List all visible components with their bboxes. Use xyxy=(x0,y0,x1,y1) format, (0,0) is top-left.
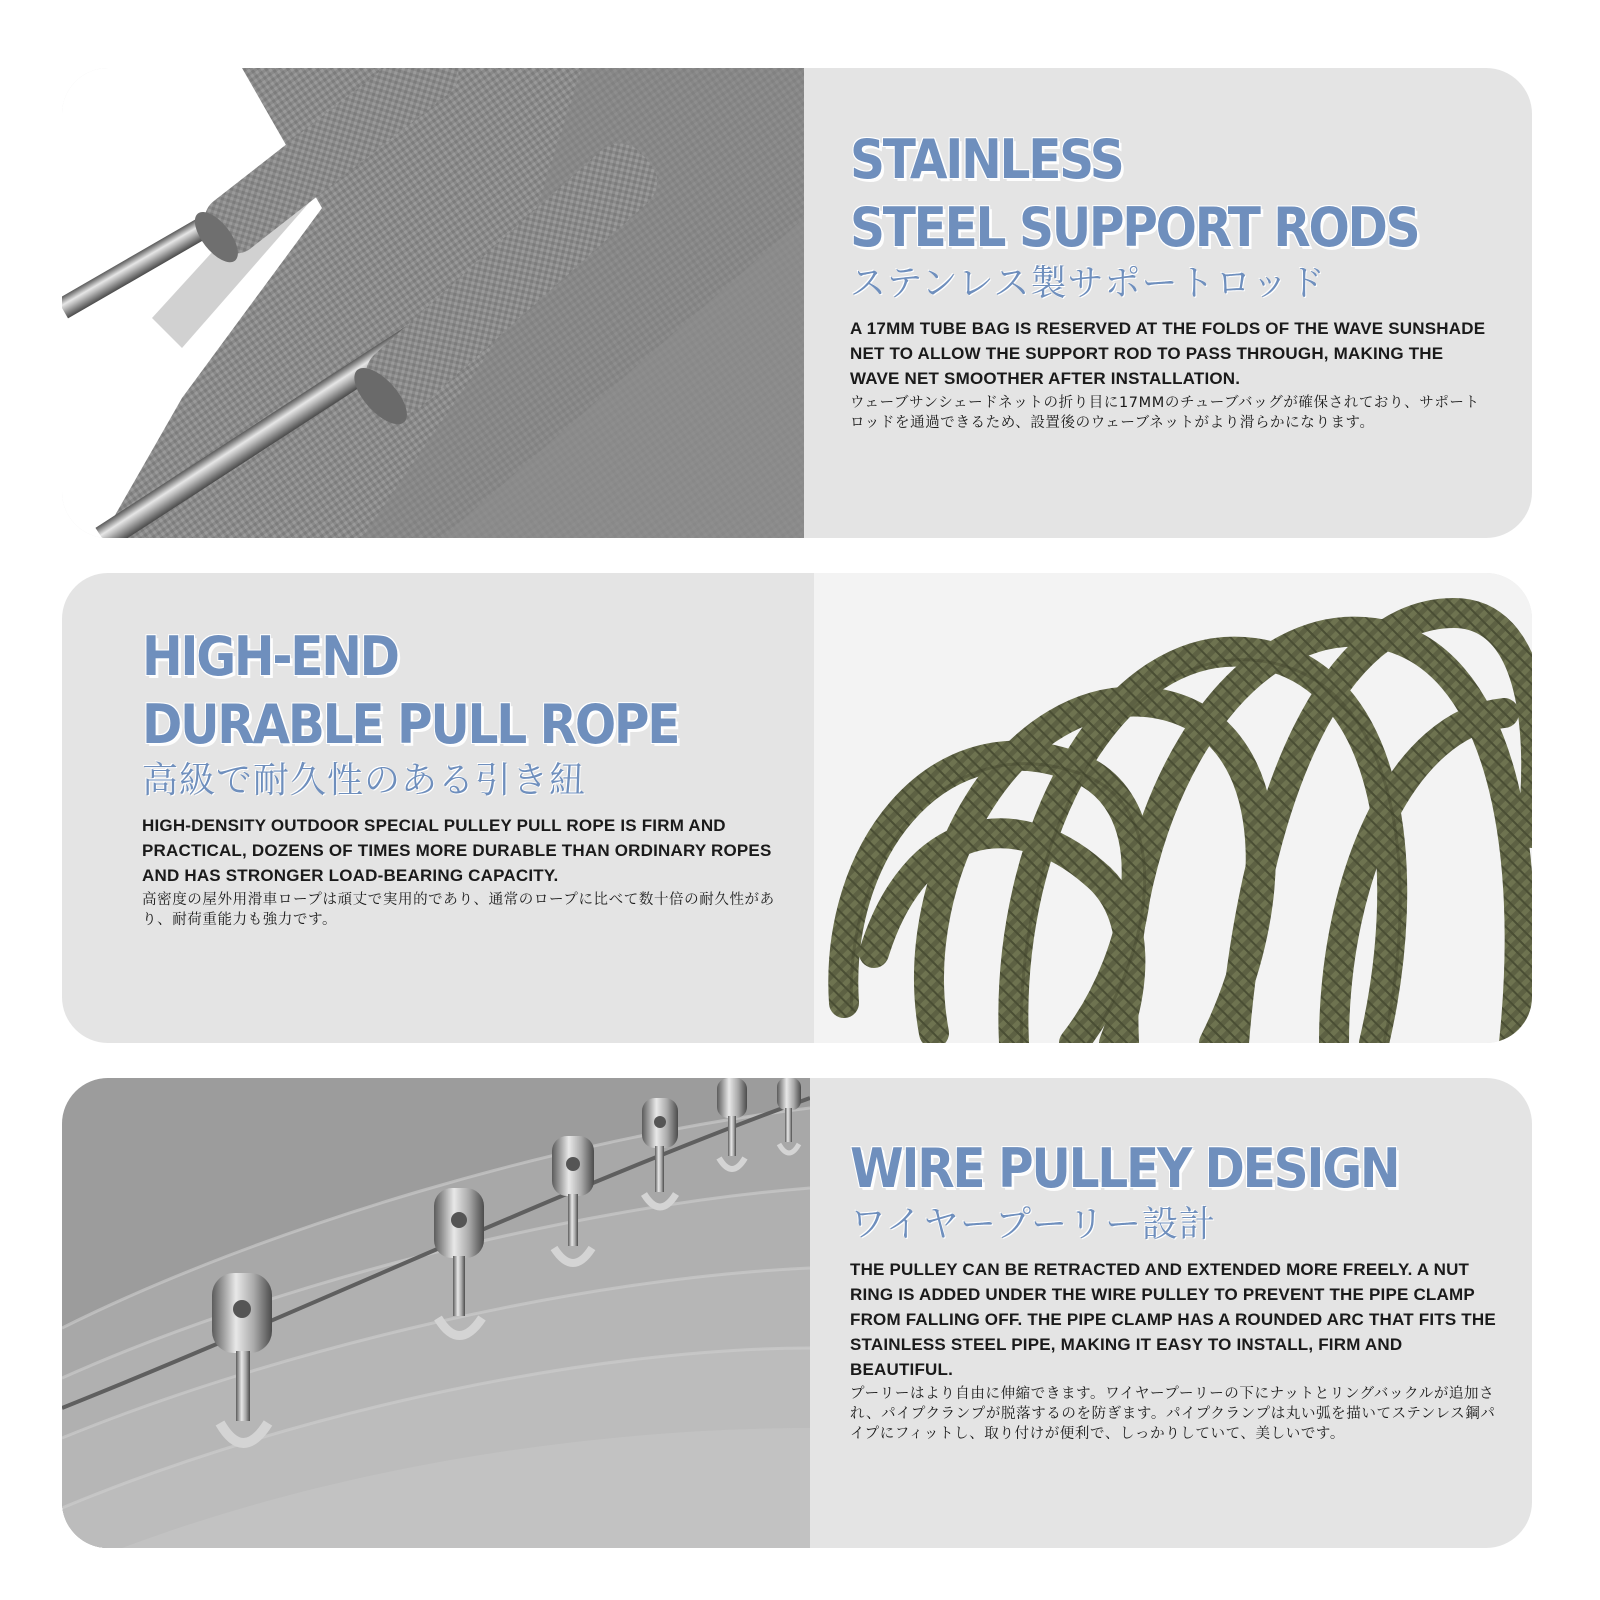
wire-pulley-illustration xyxy=(62,1078,810,1548)
wire-pulley-jp-title: ワイヤープーリー設計 xyxy=(850,1204,1217,1245)
pull-rope-text xyxy=(142,573,782,930)
support-rods-headline: STAINLESS STEEL SUPPORT RODS xyxy=(850,128,1419,259)
pull-rope-description-en: HIGH-DENSITY OUTDOOR SPECIAL PULLEY PULL ROPE IS FIRM AND PRACTICAL, DOZENS OF TIMES MORE DURABLE THAN ORDINARY ROPES AND HAS STRONGER LOAD-BEARING CAPACITY. xyxy=(142,816,772,885)
pull-rope-description-jp: 高密度の屋外用滑車ロープは頑丈で実用的であり、通常のロープに比べて数十倍の耐久性があり、耐荷重能力も強力です。 xyxy=(142,892,775,928)
support-rods-photo xyxy=(62,68,804,538)
support-rods-text xyxy=(850,68,1490,433)
pull-rope-jp-title: 高級で耐久性のある引き紐 xyxy=(142,760,587,801)
wire-pulley-description-jp: プーリーはより自由に伸縮できます。ワイヤープーリーの下にナットとリングバックルが追加され、パイプクランプが脱落するのを防ぎます。パイプクランプは丸い弧を描いてステンレス鋼パイプにフィットし、取り付けが便利で、しっかりしていて、美しいです。 xyxy=(850,1386,1496,1442)
pull-rope-photo xyxy=(814,573,1532,1043)
support-rods-description-en: A 17MM TUBE BAG IS RESERVED AT THE FOLDS OF THE WAVE SUNSHADE NET TO ALLOW THE SUPPORT ROD TO PASS THROUGH, MAKING THE WAVE NET SMOOTHER AFTER INSTALLATION. xyxy=(850,319,1486,388)
pull-rope-illustration xyxy=(814,573,1532,1043)
wire-pulley-text xyxy=(850,1078,1510,1444)
support-rods-description-jp: ウェーブサンシェードネットの折り目に17MMのチューブバッグが確保されており、サポートロッドを通過できるため、設置後のウェーブネットがより滑らかになります。 xyxy=(850,395,1480,431)
support-rods-jp-title: ステンレス製サポートロッド xyxy=(850,263,1326,304)
feature-panel-support-rods xyxy=(62,68,1532,538)
feature-panel-wire-pulley xyxy=(62,1078,1532,1548)
support-rods-illustration xyxy=(62,68,804,538)
pull-rope-headline: HIGH-END DURABLE PULL ROPE xyxy=(142,625,679,756)
wire-pulley-headline: WIRE PULLEY DESIGN xyxy=(850,1137,1399,1200)
wire-pulley-description-en: THE PULLEY CAN BE RETRACTED AND EXTENDED MORE FREELY. A NUT RING IS ADDED UNDER THE WIRE PULLEY TO PREVENT THE PIPE CLAMP FROM FALLING OFF. THE PIPE CLAMP HAS A ROUNDED ARC THAT FITS THE STAINLESS STEEL PIPE, MAKING IT EASY TO INSTALL, FIRM AND BEAUTIFUL. xyxy=(850,1260,1496,1379)
feature-panel-pull-rope xyxy=(62,573,1532,1043)
wire-pulley-photo xyxy=(62,1078,810,1548)
